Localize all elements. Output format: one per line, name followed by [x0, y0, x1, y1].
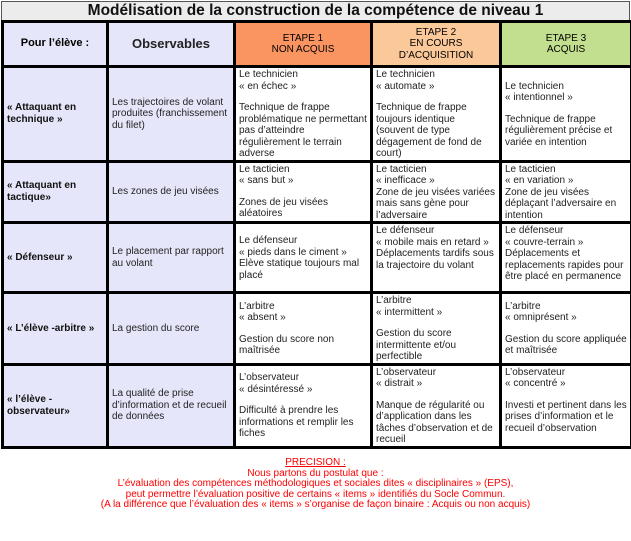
note-line-4: (A la différence que l’évaluation des « items » s’organise de façon binaire : Acquis ou non acquis) — [100, 499, 531, 510]
etape3-cell — [501, 161, 631, 223]
row-observable: Les trajectoires de volant produites (franchissement du filet) — [108, 67, 235, 162]
stage-desc: Gestion du score non maîtrisée — [239, 333, 335, 357]
etape3-status: ACQUIS — [546, 44, 586, 55]
etape1-cell — [235, 293, 372, 365]
note-line-2: L’évaluation des compétences méthodologiques et sociales dites « disciplinaires » (EPS), — [117, 478, 514, 489]
table-row — [3, 223, 631, 293]
stage-nick: « désintéressé » — [239, 383, 313, 395]
table-row — [3, 67, 631, 162]
stage-role: Le technicien — [376, 69, 435, 80]
stage-nick: « pieds dans le ciment » — [239, 246, 347, 258]
stage-role: L’arbitre — [239, 300, 275, 312]
stage-desc: Gestion du score appliquée et maîtrisée — [505, 333, 627, 357]
stage-role: L’observateur — [239, 372, 300, 384]
row-role: « Attaquant en technique » — [3, 67, 108, 162]
stage-role: Le défenseur — [239, 235, 298, 246]
stage-role: Le défenseur — [505, 225, 564, 236]
stage-desc: Gestion du score intermittente et/ou perfectible — [376, 328, 457, 362]
stage-nick: « automate » — [376, 80, 435, 92]
table-title: Modélisation de la construction de la compétence de niveau 1 — [1, 1, 630, 22]
row-observable: La gestion du score — [108, 293, 235, 365]
stage-desc: Technique de frappe problématique ne permettant pas d’atteindre régulièrement le terrain adverse — [239, 102, 367, 159]
stage-nick: « inefficace » — [376, 175, 435, 186]
stage-nick: « intentionnel » — [505, 92, 573, 103]
etape1-label: ETAPE 1 — [282, 32, 324, 44]
stage-role: Le tacticien — [505, 163, 556, 175]
etape2-label: ETAPE 2 — [415, 26, 457, 38]
header-pour-eleve: Pour l’élève : — [3, 22, 108, 67]
etape2-cell — [372, 364, 501, 447]
header-etape-3 — [501, 22, 631, 67]
note-line-3: peut permettre l’évaluation positive de certains « items » identifiés du Socle Commun. — [125, 488, 506, 500]
stage-desc: Difficulté à prendre les informations et remplir les fiches — [239, 405, 354, 440]
stage-nick: « mobile mais en retard » — [376, 236, 489, 248]
stage-desc: Déplacements tardifs sous la trajectoire du volant — [376, 248, 494, 271]
row-role: « L’élève -arbitre » — [3, 293, 108, 365]
stage-nick: « absent » — [239, 312, 286, 324]
etape3-cell — [501, 364, 631, 447]
stage-nick: « distrait » — [376, 378, 423, 389]
table-row — [3, 364, 631, 447]
header-etape-2 — [372, 22, 501, 67]
row-role: « l’élève -observateur» — [3, 364, 108, 447]
etape2-cell — [372, 67, 501, 162]
etape1-cell — [235, 223, 372, 293]
row-role: « Défenseur » — [3, 223, 108, 293]
etape1-status: NON ACQUIS — [271, 44, 335, 55]
stage-desc: Technique de frappe régulièrement précise et variée en intention — [505, 113, 613, 148]
stage-role: Le technicien — [239, 69, 298, 80]
etape3-cell — [501, 67, 631, 162]
stage-desc: Zone de jeu visées variées mais sans gène pour l’adversaire — [376, 186, 495, 221]
etape3-cell — [501, 293, 631, 365]
stage-role: L’arbitre — [505, 300, 541, 312]
row-observable: La qualité de prise d’information et de recueil de données — [108, 364, 235, 447]
note-title: PRECISION : — [285, 457, 346, 468]
stage-nick: « couvre-terrain » — [505, 236, 584, 248]
etape2-status-1: EN COURS — [409, 38, 463, 50]
stage-desc: Déplacements et replacements rapides pour être placé en permanence — [505, 248, 624, 282]
stage-role: L’arbitre — [376, 295, 412, 306]
stage-role: L’observateur — [376, 366, 437, 378]
stage-role: Le tacticien — [239, 163, 290, 175]
stage-role: Le tacticien — [376, 163, 427, 175]
stage-desc: Zone de jeu visées déplaçant l’adversaire en intention — [505, 186, 617, 221]
etape1-cell — [235, 364, 372, 447]
table-row — [3, 293, 631, 365]
etape2-cell — [372, 293, 501, 365]
competence-table — [1, 20, 631, 449]
etape2-cell — [372, 161, 501, 223]
etape3-cell — [501, 223, 631, 293]
stage-nick: « intermittent » — [376, 306, 443, 318]
stage-nick: « omniprésent » — [505, 312, 577, 324]
header-observables: Observables — [108, 22, 235, 67]
row-observable: Les zones de jeu visées — [108, 161, 235, 223]
header-row — [3, 22, 631, 67]
etape2-status-2: D’ACQUISITION — [398, 49, 474, 61]
etape2-cell — [372, 223, 501, 293]
stage-desc: Elève statique toujours mal placé — [239, 258, 360, 281]
etape1-cell — [235, 161, 372, 223]
etape1-cell — [235, 67, 372, 162]
stage-role: Le défenseur — [376, 225, 435, 236]
stage-nick: « en variation » — [505, 175, 574, 186]
stage-role: Le technicien — [505, 80, 564, 92]
stage-desc: Manque de régularité ou d’application dans les tâches d’observation et de recueil — [376, 399, 493, 445]
stage-desc: Investi et pertinent dans les prises d’information et le recueil d’observation — [505, 399, 627, 434]
stage-role: L’observateur — [505, 366, 566, 378]
precision-note — [0, 458, 631, 511]
table-row — [3, 161, 631, 223]
header-etape-1 — [235, 22, 372, 67]
note-line-1: Nous partons du postulat que : — [247, 467, 384, 479]
stage-nick: « concentré » — [505, 378, 566, 389]
row-role: « Attaquant en tactique» — [3, 161, 108, 223]
stage-nick: « en échec » — [239, 80, 297, 92]
stage-nick: « sans but » — [239, 175, 294, 186]
etape3-label: ETAPE 3 — [545, 32, 587, 44]
stage-desc: Technique de frappe toujours identique (souvent de type dégagement de fond de court) — [376, 102, 482, 159]
row-observable: Le placement par rapport au volant — [108, 223, 235, 293]
stage-desc: Zones de jeu visées aléatoires — [239, 196, 328, 219]
